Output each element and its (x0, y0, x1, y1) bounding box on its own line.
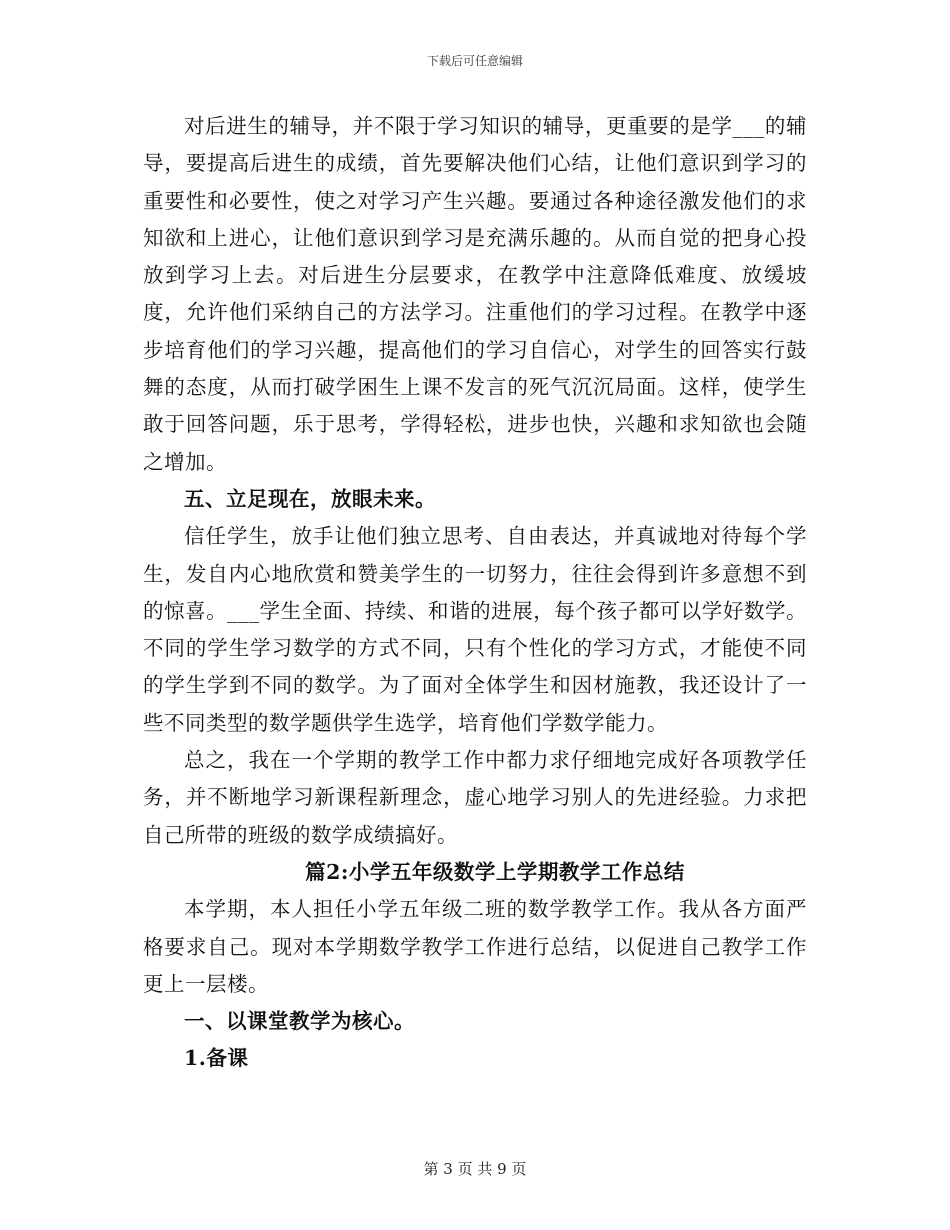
section-heading-one: 一、以课堂教学为核心。 (184, 1009, 415, 1034)
subsection-heading-lesson-prep: 1.备课 (184, 1046, 249, 1071)
paragraph-conclusion: 总之，我在一个学期的教学工作中都力求仔细地完成好各项教学任务，并不断地学习新课程新理念，虚心地学习别人的先进经验。力求把自己所带的班级的数学成绩搞好。 (143, 748, 807, 847)
page-header-note: 下载后可任意编辑 (426, 54, 523, 68)
article-title-part2: 篇2:小学五年级数学上学期教学工作总结 (305, 859, 685, 884)
section-heading-five: 五、立足现在，放眼未来。 (184, 486, 436, 511)
page-number: 第 3 页 共 9 页 (423, 1160, 527, 1178)
document-body (143, 108, 807, 1078)
paragraph-tutoring: 对后进生的辅导，并不限于学习知识的辅导，更重要的是学___的辅导，要提高后进生的成绩，首先要解决他们心结，让他们意识到学习的重要性和必要性，使之对学习产生兴趣。要通过各种途径激发他们的求知欲和上进心，让他们意识到学习是充满乐趣的。从而自觉的把身心投放到学习上去。对后进生分层要求，在教学中注意降低难度、放缓坡度，允许他们采纳自己的方法学习。注重他们的学习过程。在教学中逐步培育他们的学习兴趣，提高他们的学习自信心，对学生的回答实行鼓舞的态度，从而打破学困生上课不发言的死气沉沉局面。这样，使学生敢于回答问题，乐于思考，学得轻松，进步也快，兴趣和求知欲也会随之增加。 (143, 114, 807, 474)
paragraph-intro: 本学期，本人担任小学五年级二班的数学教学工作。我从各方面严格要求自己。现对本学期数学教学工作进行总结，以促进自己教学工作更上一层楼。 (143, 897, 807, 996)
paragraph-trust-students: 信任学生，放手让他们独立思考、自由表达，并真诚地对待每个学生，发自内心地欣赏和赞美学生的一切努力，往往会得到许多意想不到的惊喜。___学生全面、持续、和谐的进展，每个孩子都可以学好数学。不同的学生学习数学的方式不同，只有个性化的学习方式，才能使不同的学生学到不同的数学。为了面对全体学生和因材施教，我还设计了一些不同类型的数学题供学生选学，培育他们学数学能力。 (143, 524, 807, 735)
